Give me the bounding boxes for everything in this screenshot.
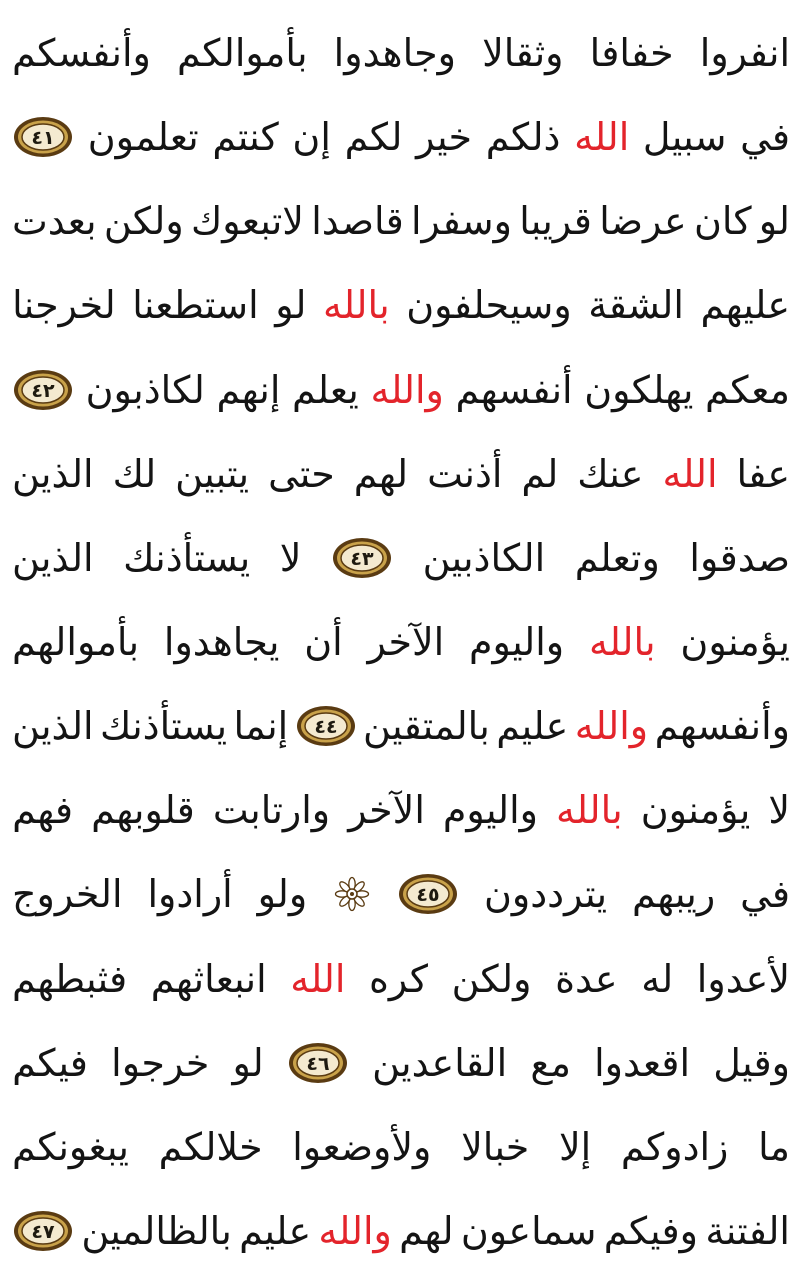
verse-word: يبغونكم xyxy=(12,1124,129,1169)
verse-word: لهم xyxy=(353,451,409,496)
verse-lines xyxy=(12,14,790,1270)
ayah-number-marker xyxy=(12,368,74,412)
verse-word: ولكن xyxy=(451,956,532,1001)
divine-name-word: بالله xyxy=(322,283,390,328)
verse-word: خرجوا xyxy=(111,1040,210,1085)
verse-word: إلا xyxy=(558,1124,592,1169)
verse-word: بالمتقين xyxy=(363,704,490,749)
verse-word: الفتنة xyxy=(705,1208,790,1253)
verse-word: سماعون xyxy=(460,1208,597,1253)
verse-word: الذين xyxy=(12,704,94,749)
verse-word: وفيكم xyxy=(603,1208,699,1253)
verse-word: قاصدا xyxy=(311,199,404,244)
verse-line xyxy=(12,98,790,176)
verse-word: ولكن xyxy=(103,199,184,244)
hizb-star-icon xyxy=(332,874,372,914)
verse-word: يتبين xyxy=(175,451,250,496)
verse-word: بأموالكم xyxy=(177,31,308,75)
verse-line xyxy=(12,266,790,344)
verse-line xyxy=(12,687,790,765)
verse-word: مع xyxy=(530,1040,571,1085)
verse-word: تعلمون xyxy=(87,115,199,160)
verse-word: الآخر xyxy=(348,788,425,833)
divine-name-word: بالله xyxy=(588,619,656,664)
verse-word: أذنت xyxy=(427,451,503,496)
verse-word: بالظالمين xyxy=(81,1208,232,1253)
verse-word: لأعدوا xyxy=(696,956,790,1001)
verse-word: لم xyxy=(521,451,559,496)
verse-word: أن xyxy=(304,619,343,664)
divine-name-word: والله xyxy=(370,367,444,412)
verse-line xyxy=(12,519,790,597)
verse-word: لكم xyxy=(344,115,403,160)
verse-line xyxy=(12,1108,790,1186)
verse-word: ذلكم xyxy=(485,115,561,160)
verse-word: ولأوضعوا xyxy=(292,1124,432,1169)
verse-word: الآخر xyxy=(367,619,445,664)
verse-word: أنفسهم xyxy=(455,367,573,412)
verse-word: لو xyxy=(232,1040,264,1085)
ayah-number-marker xyxy=(287,1041,349,1085)
verse-word: حتى xyxy=(268,451,335,496)
verse-word: كان xyxy=(693,199,752,244)
verse-word: وقيل xyxy=(713,1040,790,1085)
verse-line xyxy=(12,603,790,681)
verse-line xyxy=(12,771,790,849)
ayah-number: ٤٦ xyxy=(306,1052,330,1075)
ayah-number-marker xyxy=(12,115,74,159)
verse-word: وسفرا xyxy=(411,199,512,244)
verse-word: لكاذبون xyxy=(85,367,205,412)
verse-word: وجاهدوا xyxy=(333,31,456,75)
verse-word: ريبهم xyxy=(632,872,716,917)
verse-word: خلالكم xyxy=(158,1124,263,1169)
verse-word: خير xyxy=(416,115,473,160)
verse-word: فيكم xyxy=(12,1040,88,1085)
verse-word: عليهم xyxy=(700,283,790,328)
verse-word: معكم xyxy=(705,367,790,412)
divine-name-word: الله xyxy=(662,451,718,496)
verse-word: واليوم xyxy=(442,788,539,833)
verse-word: انفروا xyxy=(699,31,790,75)
verse-word: يعلم xyxy=(292,367,359,412)
verse-word: يستأذنك xyxy=(100,704,228,749)
verse-word: في xyxy=(740,872,790,917)
verse-word: له xyxy=(641,956,674,1001)
verse-word: وتعلم xyxy=(574,535,660,580)
verse-word: عليم xyxy=(239,1208,312,1253)
divine-name-word: والله xyxy=(318,1208,392,1253)
verse-word: الذين xyxy=(12,535,94,580)
verse-word: استطعنا xyxy=(132,283,259,328)
verse-word: كره xyxy=(369,956,428,1001)
verse-word: أرادوا xyxy=(147,872,233,917)
verse-word: عرضا xyxy=(599,199,687,244)
verse-word: فثبطهم xyxy=(12,956,128,1001)
verse-line xyxy=(12,1024,790,1102)
divine-name-word: بالله xyxy=(556,788,623,833)
verse-word: قريبا xyxy=(519,199,592,244)
verse-word: يجاهدوا xyxy=(163,619,280,664)
divine-name-word: والله xyxy=(574,704,649,749)
verse-word: لخرجنا xyxy=(12,283,116,328)
verse-word: الكاذبين xyxy=(422,535,546,580)
verse-word: لا xyxy=(279,535,302,580)
verse-word: لا xyxy=(768,788,790,833)
verse-word: إنما xyxy=(233,704,289,749)
verse-line xyxy=(12,855,790,933)
ayah-number-marker xyxy=(12,1209,74,1253)
ayah-number: ٤٤ xyxy=(314,716,338,739)
verse-word: الخروج xyxy=(12,872,123,917)
verse-word: انبعاثهم xyxy=(150,956,267,1001)
verse-word: قلوبهم xyxy=(91,788,195,833)
verse-word: كنتم xyxy=(212,115,279,160)
verse-line xyxy=(12,351,790,429)
verse-word: الذين xyxy=(12,451,94,496)
verse-line xyxy=(12,14,790,92)
verse-word: يهلكون xyxy=(584,367,694,412)
verse-word: وأنفسكم xyxy=(12,31,151,75)
verse-word: بأموالهم xyxy=(12,619,140,664)
verse-word: يؤمنون xyxy=(640,788,751,833)
ayah-number: ٤٢ xyxy=(31,379,55,402)
verse-word: ولو xyxy=(257,872,308,917)
verse-word: لو xyxy=(275,283,307,328)
verse-word: عليم xyxy=(496,704,569,749)
verse-word: القاعدين xyxy=(372,1040,508,1085)
verse-word: يترددون xyxy=(483,872,608,917)
ayah-number: ٤١ xyxy=(31,127,55,150)
verse-word: سبيل xyxy=(642,115,727,160)
verse-word: وارتابت xyxy=(212,788,331,833)
divine-name-word: الله xyxy=(290,956,346,1001)
verse-word: عدة xyxy=(555,956,618,1001)
verse-word: وأنفسهم xyxy=(654,704,790,749)
verse-word: واليوم xyxy=(469,619,565,664)
verse-word: إنهم xyxy=(216,367,281,412)
verse-word: يستأذنك xyxy=(123,535,251,580)
verse-word: فهم xyxy=(12,788,74,833)
ayah-number: ٤٧ xyxy=(31,1220,55,1243)
verse-word: إن xyxy=(292,115,331,160)
verse-word: صدقوا xyxy=(689,535,790,580)
verse-word: لهم xyxy=(399,1208,454,1253)
verse-word: ما xyxy=(758,1124,790,1169)
ayah-number-marker xyxy=(397,872,459,916)
verse-word: زادوكم xyxy=(620,1124,729,1169)
verse-word: وثقالا xyxy=(482,31,564,75)
verse-word: عفا xyxy=(736,451,790,496)
verse-word: خفافا xyxy=(589,31,674,75)
ayah-number-marker xyxy=(331,536,393,580)
verse-word: وسيحلفون xyxy=(406,283,572,328)
verse-word: في xyxy=(740,115,790,160)
verse-word: خبالا xyxy=(461,1124,530,1169)
verse-line xyxy=(12,1192,790,1270)
divine-name-word: الله xyxy=(574,115,630,160)
verse-word: لو xyxy=(758,199,790,244)
verse-word: لاتبعوك xyxy=(190,199,304,244)
verse-word: عنك xyxy=(577,451,644,496)
verse-line xyxy=(12,940,790,1018)
verse-line xyxy=(12,435,790,513)
verse-line xyxy=(12,182,790,260)
verse-word: الشقة xyxy=(588,283,684,328)
verse-word: يؤمنون xyxy=(680,619,790,664)
ayah-number-marker xyxy=(295,704,357,748)
verse-word: بعدت xyxy=(12,199,97,244)
ayah-number: ٤٣ xyxy=(350,547,374,570)
ayah-number: ٤٥ xyxy=(416,884,440,907)
verse-word: لك xyxy=(112,451,157,496)
verse-word: اقعدوا xyxy=(594,1040,691,1085)
